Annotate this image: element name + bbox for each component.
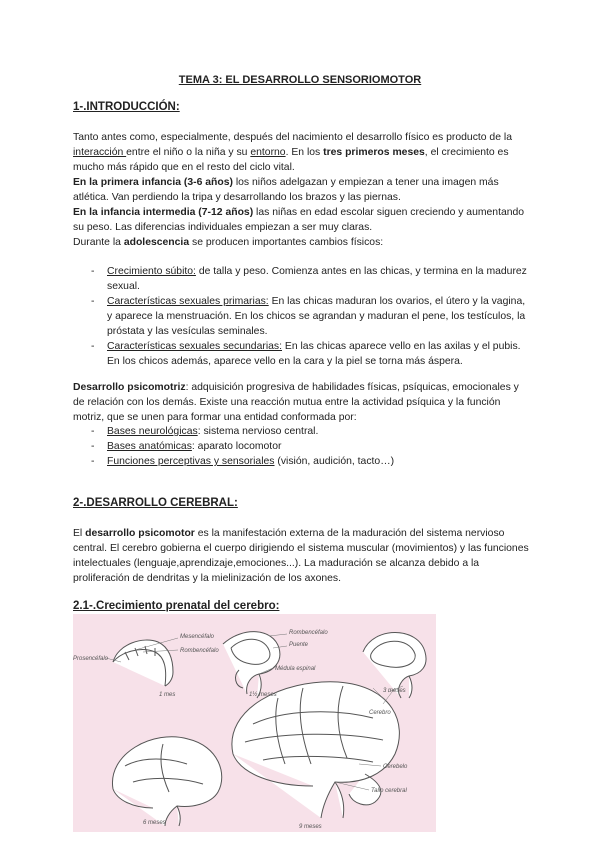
bases-list (73, 424, 533, 469)
brain-9-months-drawing (232, 682, 399, 818)
label-6-meses: 6 meses (143, 820, 166, 826)
psicomotriz-paragraph: Desarrollo psicomotriz: adquisición progresiva de habilidades físicas, psíquicas, emocionales y de relación con los demás. Existe una reacción mutua entre la actividad psíquica y la función motriz, que se unen para formar una entidad conformada por: (73, 382, 519, 423)
section-heading-introduccion: 1-.INTRODUCCIÓN: (73, 101, 180, 113)
brain-1-5-months-drawing (223, 632, 280, 698)
label-3-meses: 3 meses (383, 688, 406, 694)
cerebral-paragraph: El desarrollo psicomotor es la manifestación externa de la maduración del sistema nervioso central. El cerebro gobierna el cuerpo dirigiendo el sistema muscular (movimientos) y las funciones intelectuales (lenguaje,aprendizaje,emociones...). La maduración se alcanza debido a la proliferación de dendritas y la mielinización de los axones. (73, 528, 529, 584)
list-item: - Bases anatómicas: aparato locomotor (73, 439, 533, 454)
list-item: - Crecimiento súbito: de talla y peso. Comienza antes en las chicas, y termina en la madurez sexual. (73, 264, 533, 294)
label-1-mes: 1 mes (159, 692, 176, 698)
label-rombencefalo: Rombencéfalo (180, 648, 219, 654)
list-item: - Funciones perceptivas y sensoriales (visión, audición, tacto…) (73, 454, 533, 469)
label-1-5-meses: 1½ meses (249, 692, 277, 698)
label-prosencefalo: Prosencéfalo (73, 656, 109, 662)
brain-development-figure (73, 614, 436, 832)
brain-development-illustration (73, 614, 436, 832)
label-9-meses: 9 meses (299, 824, 322, 830)
intro-paragraph-3: En la infancia intermedia (7-12 años) las niñas en edad escolar siguen creciendo y aumentando su peso. Las diferencias individuales empiezan a ser muy claras. (73, 207, 525, 233)
list-item: - Características sexuales primarias: En las chicas maduran los ovarios, el útero y la vagina, y aparece la menstruación. En los chicos se agrandan y maduran el pene, los testículos, la próstata y las vesículas seminales. (73, 294, 533, 339)
document-title: TEMA 3: EL DESARROLLO SENSORIOMOTOR (178, 74, 422, 86)
intro-paragraph-2: En la primera infancia (3-6 años) los niños adelgazan y empiezan a tener una imagen más atlética. Van perdiendo la tripa y desarrollando los brazos y las piernas. (73, 177, 499, 203)
label-cerebelo: Cerebelo (383, 764, 408, 770)
label-tallo-cerebral: Tallo cerebral (371, 788, 407, 794)
list-item: - Características sexuales secundarias: En las chicas aparece vello en las axilas y el pubis. En los chicos además, aparece vello en la cara y la piel se torna más áspera. (73, 339, 533, 369)
label-mesencefalo: Mesencéfalo (180, 634, 215, 640)
physical-changes-list (73, 264, 533, 369)
brain-6-months-drawing (112, 737, 221, 826)
subsection-heading-crecimiento-prenatal: 2.1-.Crecimiento prenatal del cerebro: (73, 600, 280, 612)
label-puente: Puente (289, 642, 309, 648)
brain-1-month-drawing (113, 640, 173, 686)
label-medula-espinal: Médula espinal (275, 666, 316, 672)
intro-paragraph-1: Tanto antes como, especialmente, después del nacimiento el desarrollo físico es producto de la interacción entre el niño o la niña y su entorno. En los tres primeros meses, el crecimiento es mucho más rápido que en el resto del ciclo vital. (73, 132, 512, 173)
list-item: - Bases neurológicas: sistema nervioso central. (73, 424, 533, 439)
section-heading-desarrollo-cerebral: 2-.DESARROLLO CEREBRAL: (73, 497, 238, 509)
label-rombencefalo-2: Rombencéfalo (289, 630, 328, 636)
label-cerebro: Cerebro (369, 710, 391, 716)
intro-paragraph-4: Durante la adolescencia se producen importantes cambios físicos: (73, 237, 384, 248)
